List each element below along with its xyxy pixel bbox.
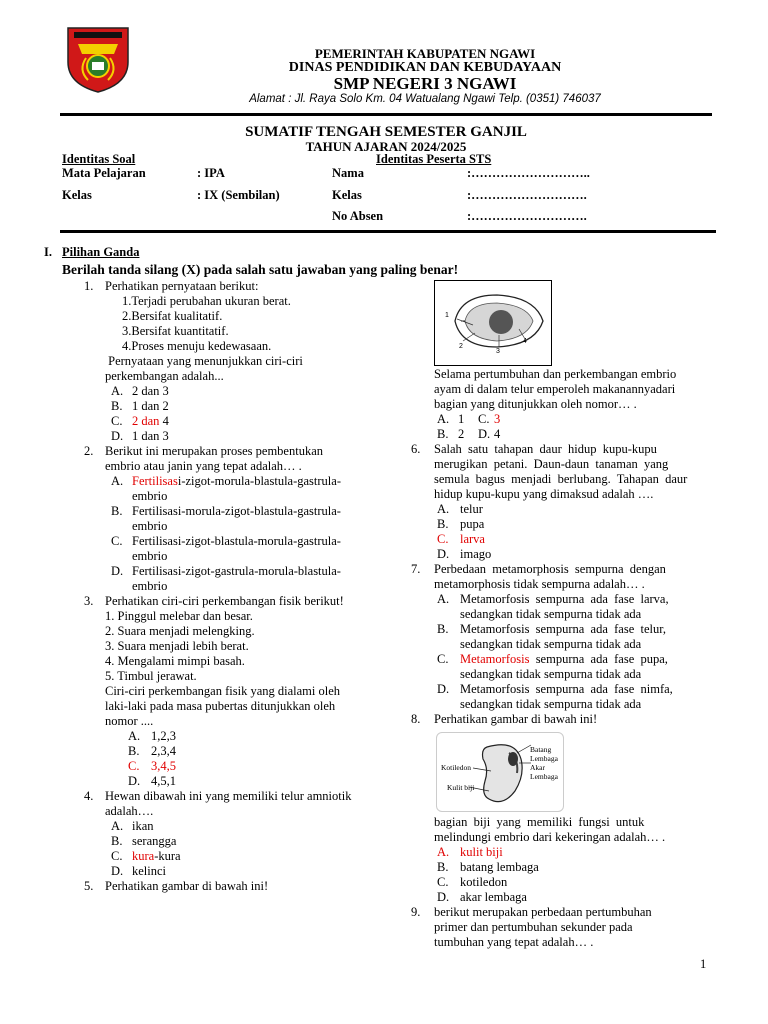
q7-option-c-letter[interactable]: C. — [437, 652, 449, 666]
section-number: I. — [44, 245, 52, 259]
header-divider — [60, 113, 712, 116]
q2-option-c-line2: embrio — [132, 549, 168, 563]
q1-text: Perhatikan pernyataan berikut: — [105, 279, 259, 293]
q6-option-c[interactable]: larva — [460, 532, 485, 546]
q1-option-c-highlight: 2 dan — [132, 414, 160, 428]
q6-option-c-letter[interactable]: C. — [437, 532, 449, 546]
q8-option-d-letter[interactable]: D. — [437, 890, 450, 904]
q4-option-b[interactable]: serangga — [132, 834, 177, 848]
q5-option-c-letter[interactable]: C. — [478, 412, 490, 426]
egg-label-3: 3 — [496, 348, 500, 355]
q2-text-2: embrio atau janin yang tepat adalah… . — [105, 459, 302, 473]
student-class-field[interactable]: :………………………. — [467, 188, 587, 202]
q3-text: Perhatikan ciri-ciri perkembangan fisik berikut! — [105, 594, 344, 608]
q5-cont-1: Selama pertumbuhan dan perkembangan embrio — [434, 367, 677, 381]
absen-label: No Absen — [332, 209, 384, 223]
q1-option-d[interactable]: 1 dan 3 — [132, 429, 169, 443]
seed-label-lembaga-2: Lembaga — [530, 772, 558, 781]
q3-option-c-letter[interactable]: C. — [128, 759, 140, 773]
q7-text-2: metamorphosis tidak sempurna adalah… . — [434, 577, 645, 591]
egg-diagram-svg — [435, 281, 551, 365]
q7-option-c-rest: sempurna ada fase pupa, — [529, 652, 668, 666]
q9-number: 9. — [411, 905, 421, 919]
q4-text-1: Hewan dibawah ini yang memiliki telur amniotik — [105, 789, 352, 803]
q2-option-a-rest: i-zigot-morula-blastula-gastrula- — [177, 474, 341, 488]
gov-name: PEMERINTAH KABUPATEN NGAWI — [314, 46, 536, 61]
egg-label-1: 1 — [445, 312, 449, 319]
q2-option-b-letter[interactable]: B. — [111, 504, 123, 518]
q6-number: 6. — [411, 442, 421, 456]
dept-name: DINAS PENDIDIKAN DAN KEBUDAYAAN — [288, 60, 562, 75]
q8-option-c-letter[interactable]: C. — [437, 875, 449, 889]
q7-option-a-line2: sedangkan tidak sempurna tidak ada — [460, 607, 642, 621]
q3-statement-3: 3. Suara menjadi lebih berat. — [105, 639, 249, 653]
q7-option-b-letter[interactable]: B. — [437, 622, 449, 636]
q7-option-c-line2: sedangkan tidak sempurna tidak ada — [460, 667, 642, 681]
q8-text-3: melindungi embrio dari kekeringan adalah… . — [434, 830, 666, 844]
q8-option-b[interactable]: batang lembaga — [460, 860, 539, 874]
q3-option-a-letter[interactable]: A. — [128, 729, 141, 743]
q1-option-b-letter[interactable]: B. — [111, 399, 123, 413]
identity-soal-heading: Identitas Soal — [62, 152, 136, 166]
q7-option-d-line2: sedangkan tidak sempurna tidak ada — [460, 697, 642, 711]
q5-option-c[interactable]: 3 — [494, 412, 501, 426]
q6-text-2: merugikan petani. Daun-daun tanaman yang — [434, 457, 669, 471]
q9-text-2: primer dan pertumbuhan sekunder pada — [434, 920, 633, 934]
identity-divider — [60, 230, 716, 233]
q2-option-a[interactable] — [132, 474, 341, 489]
q5-cont-3: bagian yang ditunjukkan oleh nomor… . — [434, 397, 637, 411]
q1-option-b[interactable]: 1 dan 2 — [132, 399, 169, 413]
q2-option-c[interactable]: Fertilisasi-zigot-blastula-morula-gastrula- — [132, 534, 341, 548]
q2-option-b[interactable]: Fertilisasi-morula-zigot-blastula-gastrula- — [132, 504, 341, 518]
q3-statement-1: 1. Pinggul melebar dan besar. — [105, 609, 253, 623]
q3-option-a[interactable]: 1,2,3 — [151, 729, 176, 743]
q3-statement-2: 2. Suara menjadi melengking. — [105, 624, 255, 638]
school-address: Alamat : Jl. Raya Solo Km. 04 Watualang Ngawi Telp. (0351) 746037 — [249, 93, 601, 105]
q2-option-a-highlight: Fertilisas — [132, 474, 178, 488]
q1-option-d-letter[interactable]: D. — [111, 429, 124, 443]
q5-option-d[interactable]: 4 — [494, 427, 501, 441]
seed-label-batang: Batang — [530, 745, 552, 754]
identity-peserta-heading: Identitas Peserta STS — [376, 152, 492, 166]
q6-option-b[interactable]: pupa — [460, 517, 485, 531]
q1-statement-3: 3.Bersifat kuantitatif. — [122, 324, 229, 338]
q7-option-b[interactable]: Metamorfosis sempurna ada fase telur, — [460, 622, 667, 636]
q6-text-1: Salah satu tahapan daur hidup kupu-kupu — [434, 442, 657, 456]
q1-option-c[interactable] — [132, 414, 169, 429]
q4-option-c[interactable] — [132, 849, 181, 864]
section-instruction: Berilah tanda silang (X) pada salah satu jawaban yang paling benar! — [62, 262, 459, 277]
q6-option-a-letter[interactable]: A. — [437, 502, 450, 516]
q3-option-b-letter[interactable]: B. — [128, 744, 140, 758]
q3-number: 3. — [84, 594, 94, 608]
q1-option-c-rest: 4 — [159, 414, 169, 428]
q1-option-c-letter[interactable]: C. — [111, 414, 123, 428]
q7-option-a-letter[interactable]: A. — [437, 592, 450, 606]
egg-diagram — [434, 280, 552, 366]
seed-label-akar: Akar — [530, 763, 545, 772]
q4-option-d-letter[interactable]: D. — [111, 864, 124, 878]
q1-statement-2: 2.Bersifat kualitatif. — [122, 309, 223, 323]
seed-label-lembaga-1: Lembaga — [530, 754, 558, 763]
q3-option-c[interactable]: 3,4,5 — [151, 759, 176, 773]
q1-option-a[interactable]: 2 dan 3 — [132, 384, 169, 398]
q7-text-1: Perbedaan metamorphosis sempurna dengan — [434, 562, 666, 576]
q3-stem-3: nomor .... — [105, 714, 154, 728]
seed-label-kulit: Kulit biji — [447, 783, 475, 792]
egg-label-4: 4 — [523, 338, 527, 345]
q5-text: Perhatikan gambar di bawah ini! — [105, 879, 269, 893]
q6-option-b-letter[interactable]: B. — [437, 517, 449, 531]
q6-text-3: semula bagus menjadi berlubang. Tahapan daur — [434, 472, 688, 486]
q7-option-a[interactable]: Metamorfosis sempurna ada fase larva, — [460, 592, 669, 606]
q8-option-c[interactable]: kotiledon — [460, 875, 508, 889]
q6-option-d-letter[interactable]: D. — [437, 547, 450, 561]
q6-text-4: hidup kupu-kupu yang dimaksud adalah …. — [434, 487, 654, 501]
q4-option-c-highlight: kura — [132, 849, 155, 863]
q1-option-a-letter[interactable]: A. — [111, 384, 124, 398]
q8-text: Perhatikan gambar di bawah ini! — [434, 712, 598, 726]
q7-option-d-letter[interactable]: D. — [437, 682, 450, 696]
q8-option-a[interactable]: kulit biji — [460, 845, 503, 859]
q4-option-d[interactable]: kelinci — [132, 864, 167, 878]
q2-text-1: Berikut ini merupakan proses pembentukan — [105, 444, 323, 458]
q5-cont-2: ayam di dalam telur emperoleh makanannyadari — [434, 382, 676, 396]
q9-text-3: tumbuhan yang tepat adalah… . — [434, 935, 594, 949]
q4-option-c-letter[interactable]: C. — [111, 849, 123, 863]
student-class-label: Kelas — [332, 188, 362, 202]
q3-option-d-letter[interactable]: D. — [128, 774, 141, 788]
q9-text-1: berikut merupakan perbedaan pertumbuhan — [434, 905, 652, 919]
q2-option-a-line2: embrio — [132, 489, 168, 503]
q8-option-a-letter[interactable]: A. — [437, 845, 450, 859]
q3-statement-5: 5. Timbul jerawat. — [105, 669, 197, 683]
q7-option-d[interactable]: Metamorfosis sempurna ada fase nimfa, — [460, 682, 673, 696]
section-title: Pilihan Ganda — [62, 245, 140, 259]
page-number: 1 — [700, 957, 707, 971]
q2-option-d-line2: embrio — [132, 579, 168, 593]
exam-year: TAHUN AJARAN 2024/2025 — [305, 139, 467, 154]
q3-option-d[interactable]: 4,5,1 — [151, 774, 176, 788]
seed-diagram — [436, 732, 564, 812]
q8-number: 8. — [411, 712, 421, 726]
absen-field[interactable]: :………………………. — [467, 209, 587, 223]
q5-option-d-letter[interactable]: D. — [478, 427, 491, 441]
seed-label-kotiledon: Kotiledon — [441, 763, 471, 772]
q8-text-2: bagian biji yang memiliki fungsi untuk — [434, 815, 645, 829]
q3-option-b[interactable]: 2,3,4 — [151, 744, 176, 758]
q7-option-c-highlight: Metamorfosis — [460, 652, 530, 666]
q4-option-a[interactable]: ikan — [132, 819, 154, 833]
q7-option-b-line2: sedangkan tidak sempurna tidak ada — [460, 637, 642, 651]
exam-title: SUMATIF TENGAH SEMESTER GANJIL — [245, 124, 527, 140]
q2-option-d-letter[interactable]: D. — [111, 564, 124, 578]
q3-stem-1: Ciri-ciri perkembangan fisik yang dialami oleh — [105, 684, 340, 698]
q2-option-c-letter[interactable]: C. — [111, 534, 123, 548]
q8-option-d[interactable]: akar lembaga — [460, 890, 527, 904]
q4-option-a-letter[interactable]: A. — [111, 819, 124, 833]
q8-option-b-letter[interactable]: B. — [437, 860, 449, 874]
name-label: Nama — [332, 166, 364, 180]
q2-option-b-line2: embrio — [132, 519, 168, 533]
q1-stem-2: perkembangan adalah... — [105, 369, 224, 383]
q5-number: 5. — [84, 879, 94, 893]
q2-number: 2. — [84, 444, 94, 458]
q1-stem-1: Pernyataan yang menunjukkan ciri-ciri — [105, 354, 303, 368]
q5-option-b[interactable]: 2 — [458, 427, 465, 441]
q1-number: 1. — [84, 279, 94, 293]
school-logo — [64, 24, 132, 94]
q3-stem-2: laki-laki pada masa pubertas ditunjukkan oleh — [105, 699, 336, 713]
subject-label: Mata Pelajaran — [62, 166, 146, 180]
q6-option-d[interactable]: imago — [460, 547, 492, 561]
q5-option-b-letter[interactable]: B. — [437, 427, 449, 441]
class-value: : IX (Sembilan) — [197, 188, 280, 202]
q4-option-b-letter[interactable]: B. — [111, 834, 123, 848]
q4-text-2: adalah…. — [105, 804, 154, 818]
q1-statement-4: 4.Proses menuju kedewasaan. — [122, 339, 272, 353]
q3-statement-4: 4. Mengalami mimpi basah. — [105, 654, 245, 668]
q7-number: 7. — [411, 562, 421, 576]
egg-label-2: 2 — [459, 343, 463, 350]
subject-value: : IPA — [197, 166, 225, 180]
q5-option-a-letter[interactable]: A. — [437, 412, 450, 426]
q2-option-a-letter[interactable]: A. — [111, 474, 124, 488]
q2-option-d[interactable]: Fertilisasi-zigot-gastrula-morula-blastula- — [132, 564, 341, 578]
class-label: Kelas — [62, 188, 92, 202]
school-name: SMP NEGERI 3 NGAWI — [333, 74, 517, 93]
q1-statement-1: 1.Terjadi perubahan ukuran berat. — [122, 294, 291, 308]
q6-option-a[interactable]: telur — [460, 502, 483, 516]
name-field[interactable]: :……………………….. — [467, 166, 590, 180]
q4-option-c-rest: -kura — [154, 849, 181, 863]
q4-number: 4. — [84, 789, 94, 803]
q5-option-a[interactable]: 1 — [458, 412, 465, 426]
q7-option-c[interactable] — [460, 652, 668, 667]
